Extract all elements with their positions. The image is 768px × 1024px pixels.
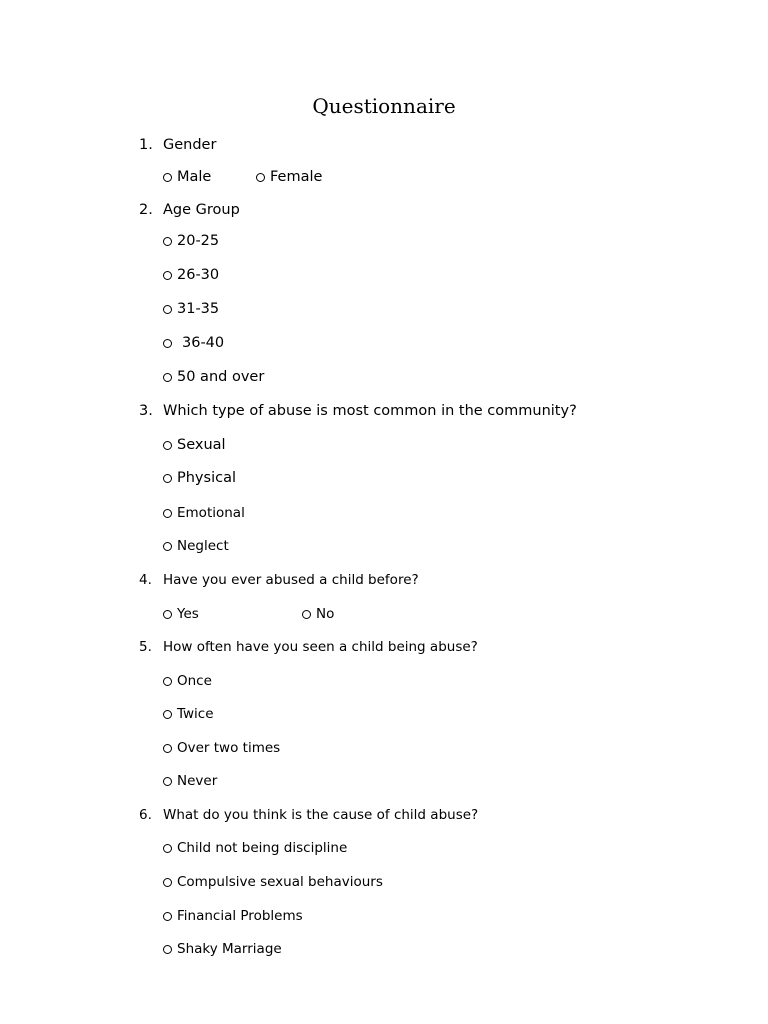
- radio-circle-icon[interactable]: [163, 271, 172, 280]
- option-label: Yes: [177, 606, 199, 622]
- option-label: Twice: [177, 706, 214, 722]
- option-label: No: [316, 606, 335, 622]
- option-label: 26-30: [177, 267, 220, 283]
- radio-circle-icon[interactable]: [163, 373, 172, 382]
- radio-circle-icon[interactable]: [163, 237, 172, 246]
- radio-circle-icon[interactable]: [163, 777, 172, 786]
- radio-circle-icon[interactable]: [163, 305, 172, 314]
- question-4: [139, 571, 419, 589]
- radio-circle-icon[interactable]: [163, 509, 172, 518]
- radio-circle-icon[interactable]: [163, 610, 172, 619]
- option-sexual[interactable]: [163, 436, 226, 454]
- option-child-not-being-discipline[interactable]: [163, 839, 347, 857]
- question-number: 3.: [139, 403, 153, 419]
- radio-circle-icon[interactable]: [256, 173, 265, 182]
- radio-circle-icon[interactable]: [163, 677, 172, 686]
- option-label: Never: [177, 773, 218, 789]
- question-number: 2.: [139, 202, 153, 218]
- option-financial-problems[interactable]: [163, 907, 303, 925]
- option-label: Compulsive sexual behaviours: [177, 874, 383, 890]
- option-label: Female: [270, 169, 323, 185]
- option-36-40[interactable]: [163, 334, 224, 352]
- question-text: Which type of abuse is most common in the community?: [163, 403, 577, 419]
- question-number: 1.: [139, 137, 153, 153]
- option-twice[interactable]: [163, 705, 214, 723]
- option-label: Shaky Marriage: [177, 941, 282, 957]
- option-male[interactable]: [163, 168, 211, 186]
- option-label: Once: [177, 673, 212, 689]
- radio-circle-icon[interactable]: [163, 744, 172, 753]
- radio-circle-icon[interactable]: [163, 173, 172, 182]
- radio-circle-icon[interactable]: [302, 610, 311, 619]
- question-2: [139, 201, 240, 219]
- option-physical[interactable]: [163, 469, 236, 487]
- option-50-and-over[interactable]: [163, 368, 264, 386]
- question-number: 6.: [139, 807, 152, 823]
- option-label: Financial Problems: [177, 908, 303, 924]
- option-label: Neglect: [177, 538, 229, 554]
- radio-circle-icon[interactable]: [163, 441, 172, 450]
- question-text: Gender: [163, 137, 217, 153]
- option-label: 20-25: [177, 233, 220, 249]
- option-26-30[interactable]: [163, 266, 219, 284]
- question-1: [139, 136, 216, 154]
- option-over-two-times[interactable]: [163, 739, 280, 757]
- question-number: 5.: [139, 639, 152, 655]
- question-6: [139, 806, 478, 824]
- option-label: Physical: [177, 470, 236, 486]
- option-yes[interactable]: [163, 605, 199, 623]
- option-label: 50 and over: [177, 369, 265, 385]
- question-number: 4.: [139, 572, 152, 588]
- radio-circle-icon[interactable]: [163, 844, 172, 853]
- option-label: Emotional: [177, 505, 245, 521]
- radio-circle-icon[interactable]: [163, 474, 172, 483]
- option-20-25[interactable]: [163, 232, 219, 250]
- option-label: Child not being discipline: [177, 840, 348, 856]
- option-female[interactable]: [256, 168, 322, 186]
- radio-circle-icon[interactable]: [163, 912, 172, 921]
- option-compulsive-sexual-behaviours[interactable]: [163, 873, 383, 891]
- option-neglect[interactable]: [163, 537, 229, 555]
- question-text: Have you ever abused a child before?: [163, 572, 419, 588]
- question-text: What do you think is the cause of child abuse?: [163, 807, 479, 823]
- option-label: Male: [177, 169, 212, 185]
- radio-circle-icon[interactable]: [163, 542, 172, 551]
- option-shaky-marriage[interactable]: [163, 940, 282, 958]
- option-31-35[interactable]: [163, 300, 219, 318]
- option-label: 36-40: [182, 335, 225, 351]
- option-no[interactable]: [302, 605, 334, 623]
- option-label: Over two times: [177, 740, 281, 756]
- radio-circle-icon[interactable]: [163, 339, 172, 348]
- radio-circle-icon[interactable]: [163, 878, 172, 887]
- option-never[interactable]: [163, 772, 217, 790]
- page-title: Questionnaire: [312, 94, 456, 118]
- option-emotional[interactable]: [163, 504, 245, 522]
- question-text: How often have you seen a child being abuse?: [163, 639, 478, 655]
- radio-circle-icon[interactable]: [163, 945, 172, 954]
- question-3: [139, 402, 577, 420]
- option-label: Sexual: [177, 437, 226, 453]
- question-text: Age Group: [163, 202, 240, 218]
- radio-circle-icon[interactable]: [163, 710, 172, 719]
- question-5: [139, 638, 478, 656]
- option-label: 31-35: [177, 301, 220, 317]
- option-once[interactable]: [163, 672, 212, 690]
